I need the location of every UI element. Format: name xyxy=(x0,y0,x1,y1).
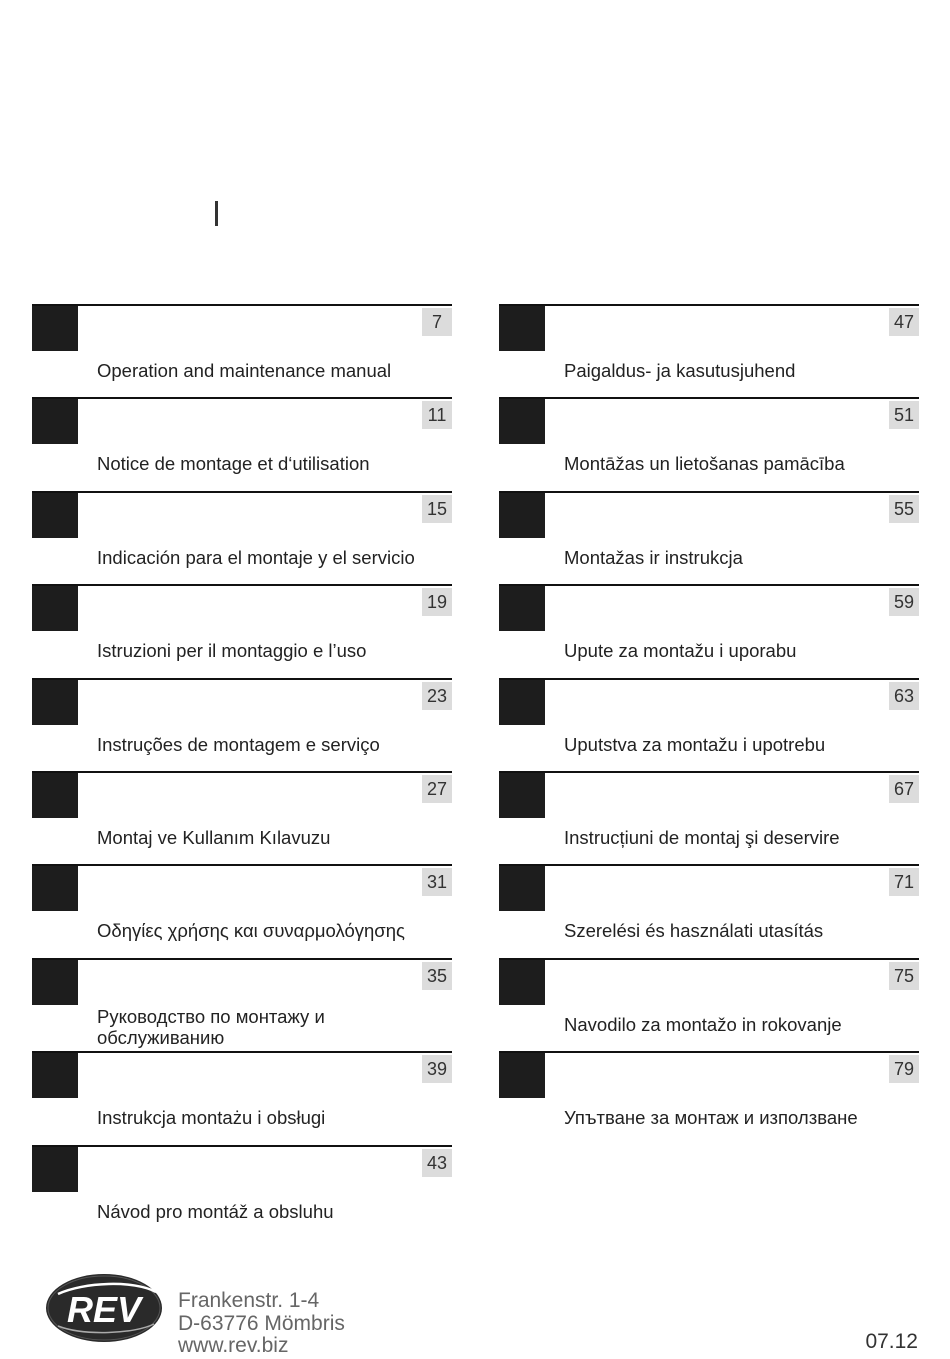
language-entry[interactable] xyxy=(32,958,452,1051)
language-entry[interactable] xyxy=(32,678,452,771)
divider xyxy=(499,864,919,866)
language-index-left xyxy=(32,304,452,1238)
language-title: Οδηγίες χρήσης και συναρμολόγησης xyxy=(97,920,405,942)
language-index-right xyxy=(499,304,919,1145)
divider xyxy=(32,678,452,680)
language-entry[interactable] xyxy=(32,584,452,677)
language-entry[interactable] xyxy=(499,397,919,490)
language-title: Instrukcja montażu i obsługi xyxy=(97,1107,326,1129)
divider xyxy=(32,1051,452,1053)
language-title: Navodilo za montažo in rokovanje xyxy=(564,1013,842,1035)
page-number: 43 xyxy=(422,1149,452,1177)
language-title: Instrucțiuni de montaj şi deservire xyxy=(564,826,840,848)
text-cursor-mark xyxy=(215,201,218,226)
document-date: 07.12 xyxy=(865,1330,918,1353)
page-number: 47 xyxy=(889,308,919,336)
page-number: 31 xyxy=(422,868,452,896)
language-title: Руководство по монтажу и обслуживанию xyxy=(97,1005,325,1048)
page-number: 71 xyxy=(889,868,919,896)
page-number: 75 xyxy=(889,962,919,990)
page-number: 23 xyxy=(422,682,452,710)
language-flag-block xyxy=(32,1053,78,1098)
address-street: Frankenstr. 1-4 xyxy=(178,1289,320,1312)
language-entry[interactable] xyxy=(499,491,919,584)
language-flag-block xyxy=(32,586,78,631)
language-title: Упътване за монтаж и използване xyxy=(564,1107,858,1129)
language-title: Indicación para el montaje y el servicio xyxy=(97,546,415,568)
language-flag-block xyxy=(499,493,545,538)
language-entry[interactable] xyxy=(499,584,919,677)
language-flag-block xyxy=(32,680,78,725)
language-title: Upute za montažu i uporabu xyxy=(564,640,797,662)
language-entry[interactable] xyxy=(499,864,919,957)
divider xyxy=(32,958,452,960)
page-number: 39 xyxy=(422,1055,452,1083)
company-address xyxy=(178,1290,345,1358)
language-title: Operation and maintenance manual xyxy=(97,360,392,381)
divider xyxy=(32,397,452,399)
website-link[interactable]: www.rev.biz xyxy=(178,1334,289,1357)
divider xyxy=(32,491,452,493)
language-flag-block xyxy=(32,399,78,444)
rev-logo xyxy=(44,1272,164,1344)
page-number: 79 xyxy=(889,1055,919,1083)
language-flag-block xyxy=(499,960,545,1005)
page-number: 7 xyxy=(422,308,452,336)
page-number: 35 xyxy=(422,962,452,990)
language-entry[interactable] xyxy=(499,958,919,1051)
language-flag-block xyxy=(499,399,545,444)
divider xyxy=(499,491,919,493)
language-flag-block xyxy=(32,773,78,818)
language-flag-block xyxy=(499,306,545,351)
language-flag-block xyxy=(499,866,545,911)
page-number: 11 xyxy=(422,401,452,429)
language-flag-block xyxy=(32,960,78,1005)
language-flag-block xyxy=(32,493,78,538)
language-flag-block xyxy=(32,1147,78,1192)
language-title: Szerelési és használati utasítás xyxy=(564,920,824,942)
language-flag-block xyxy=(499,773,545,818)
divider xyxy=(499,304,919,306)
page-number: 67 xyxy=(889,775,919,803)
language-entry[interactable] xyxy=(499,771,919,864)
language-flag-block xyxy=(499,1053,545,1098)
language-entry[interactable] xyxy=(32,864,452,957)
language-title: Montažas ir instrukcja xyxy=(564,546,743,568)
divider xyxy=(499,958,919,960)
language-title: Návod pro montáž a obsluhu xyxy=(97,1200,334,1222)
language-title: Uputstva za montažu i upotrebu xyxy=(564,733,826,755)
divider xyxy=(32,1145,452,1147)
language-entry[interactable] xyxy=(32,1051,452,1144)
language-flag-block xyxy=(32,306,78,351)
page-number: 15 xyxy=(422,495,452,523)
language-entry[interactable] xyxy=(32,304,452,397)
divider xyxy=(32,771,452,773)
page-number: 63 xyxy=(889,682,919,710)
divider xyxy=(32,304,452,306)
language-entry[interactable] xyxy=(499,678,919,771)
divider xyxy=(32,584,452,586)
language-title: Montaj ve Kullanım Kılavuzu xyxy=(97,826,331,848)
page-number: 27 xyxy=(422,775,452,803)
page-number: 55 xyxy=(889,495,919,523)
language-title: Notice de montage et d‘utilisation xyxy=(97,453,370,475)
address-city: D-63776 Mömbris xyxy=(178,1311,345,1335)
language-flag-block xyxy=(499,680,545,725)
page-number: 19 xyxy=(422,588,452,616)
language-entry[interactable] xyxy=(499,304,919,397)
language-title: Instruções de montagem e serviço xyxy=(97,733,380,755)
page-number: 59 xyxy=(889,588,919,616)
language-entry[interactable] xyxy=(499,1051,919,1144)
language-entry[interactable] xyxy=(32,1145,452,1238)
divider xyxy=(499,678,919,680)
divider xyxy=(499,584,919,586)
divider xyxy=(499,771,919,773)
divider xyxy=(499,397,919,399)
logo-text: REV xyxy=(66,1289,142,1330)
language-title: Istruzioni per il montaggio e l’uso xyxy=(97,640,367,662)
language-entry[interactable] xyxy=(32,397,452,490)
divider xyxy=(32,864,452,866)
language-title: Montāžas un lietošanas pamācība xyxy=(564,453,845,475)
divider xyxy=(499,1051,919,1053)
language-flag-block xyxy=(499,586,545,631)
language-flag-block xyxy=(32,866,78,911)
language-title: Paigaldus- ja kasutusjuhend xyxy=(564,360,796,381)
page-number: 51 xyxy=(889,401,919,429)
language-entry[interactable] xyxy=(32,491,452,584)
language-entry[interactable] xyxy=(32,771,452,864)
